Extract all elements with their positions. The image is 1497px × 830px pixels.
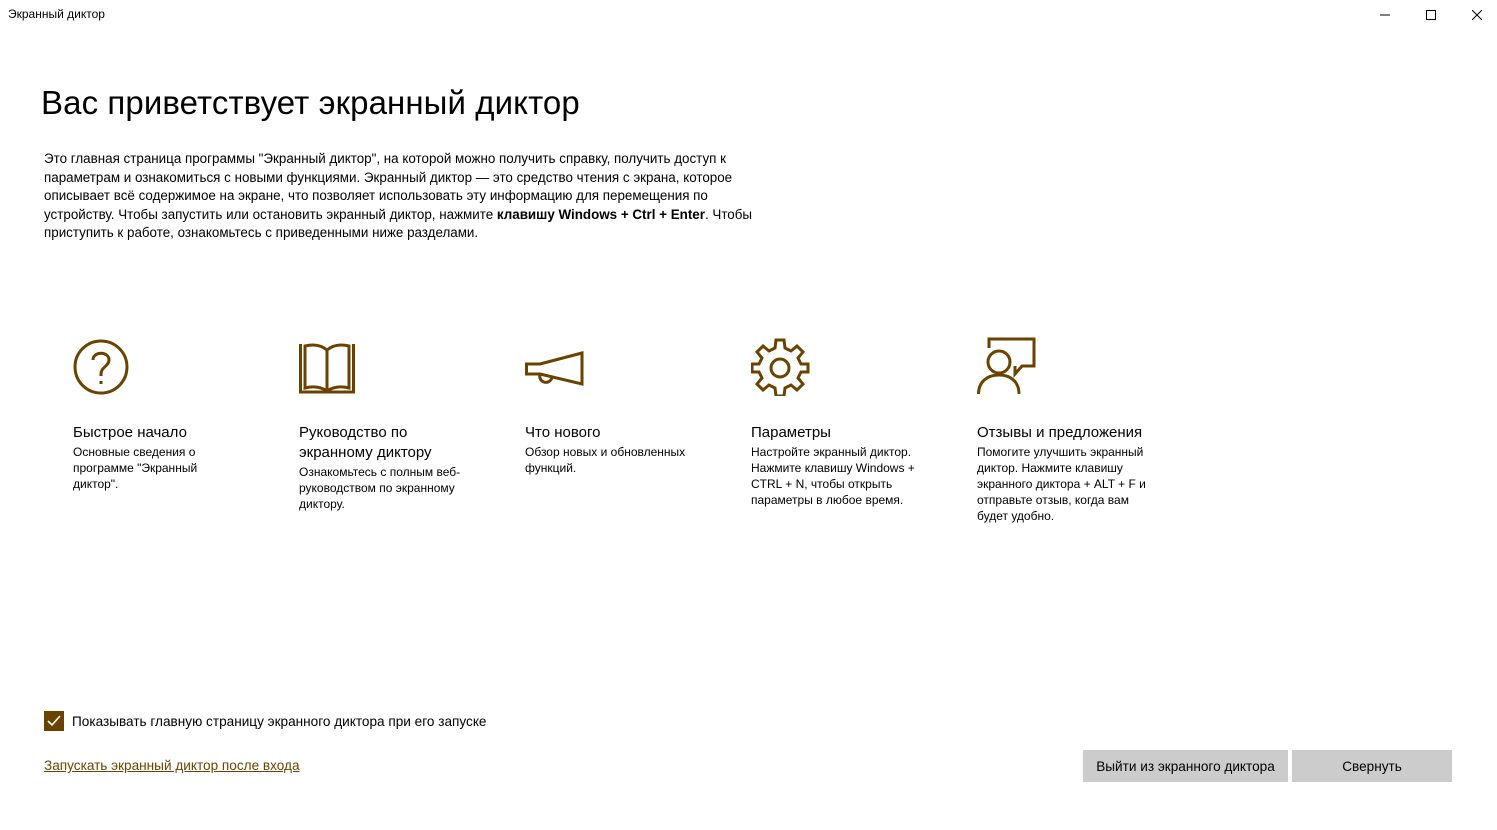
intro-text — [44, 150, 774, 243]
book-icon — [299, 336, 359, 396]
tile-narrator-guide[interactable] — [299, 336, 464, 512]
tile-title: Отзывы и предложения — [977, 424, 1143, 441]
tile-title: Руководство по экранному диктору — [299, 424, 432, 461]
title-bar — [0, 0, 1497, 30]
minimize-window-button[interactable] — [1362, 0, 1408, 30]
show-home-checkbox-row[interactable] — [44, 711, 487, 731]
tile-title: Параметры — [751, 424, 831, 441]
gear-icon — [751, 336, 811, 396]
intro-text-part2: . Чтобы приступить к работе, ознакомьтесь с приведенными ниже разделами. — [44, 206, 753, 241]
tile-description: Помогите улучшить экранный диктор. Нажмите клавишу экранного диктора + ALT + F и отправьте отзыв, когда вам будет удобно. — [977, 445, 1146, 523]
tile-description: Основные сведения о программе "Экранный диктор". — [73, 445, 198, 491]
tile-feedback[interactable] — [977, 336, 1147, 524]
show-home-checkbox[interactable] — [44, 711, 64, 731]
tile-description: Настройте экранный диктор. Нажмите клавишу Windows + CTRL + N, чтобы открыть параметры в любое время. — [751, 445, 915, 507]
close-icon — [1472, 10, 1482, 20]
close-window-button[interactable] — [1454, 0, 1497, 30]
minimize-icon — [1380, 10, 1390, 20]
window-title: Экранный диктор — [8, 7, 105, 21]
minimize-button[interactable]: Свернуть — [1292, 750, 1452, 782]
exit-narrator-button[interactable]: Выйти из экранного диктора — [1083, 750, 1288, 782]
tile-settings[interactable] — [751, 336, 921, 508]
intro-text-part1: Это главная страница программы "Экранный диктор", на которой можно получить справку, получить доступ к параметрам и ознакомиться с новыми функциями. Экранный диктор — это средство чтения с экрана, которое описывает всё содержимое на экране, что позволяет использовать эту информацию для перемещения по устройству. Чтобы запустить или остановить экранный диктор, нажмите — [44, 151, 733, 222]
maximize-window-button[interactable] — [1408, 0, 1454, 30]
tile-title: Быстрое начало — [73, 424, 187, 441]
checkmark-icon — [47, 715, 61, 727]
autostart-settings-link[interactable]: Запускать экранный диктор после входа — [44, 758, 300, 773]
feedback-icon — [977, 336, 1037, 396]
tile-description: Обзор новых и обновленных функций. — [525, 445, 686, 475]
page-title: Вас приветствует экранный диктор — [41, 84, 580, 121]
tile-quick-start[interactable] — [73, 336, 223, 492]
question-icon — [73, 336, 133, 396]
intro-text-shortcut: клавишу Windows + Ctrl + Enter — [496, 206, 705, 222]
maximize-icon — [1426, 10, 1436, 20]
show-home-checkbox-label: Показывать главную страницу экранного диктора при его запуске — [72, 713, 487, 729]
megaphone-icon — [525, 336, 585, 396]
tile-description: Ознакомьтесь с полным веб-руководством по экранному диктору. — [299, 465, 461, 511]
tile-whats-new[interactable] — [525, 336, 695, 476]
tile-title: Что нового — [525, 424, 601, 441]
